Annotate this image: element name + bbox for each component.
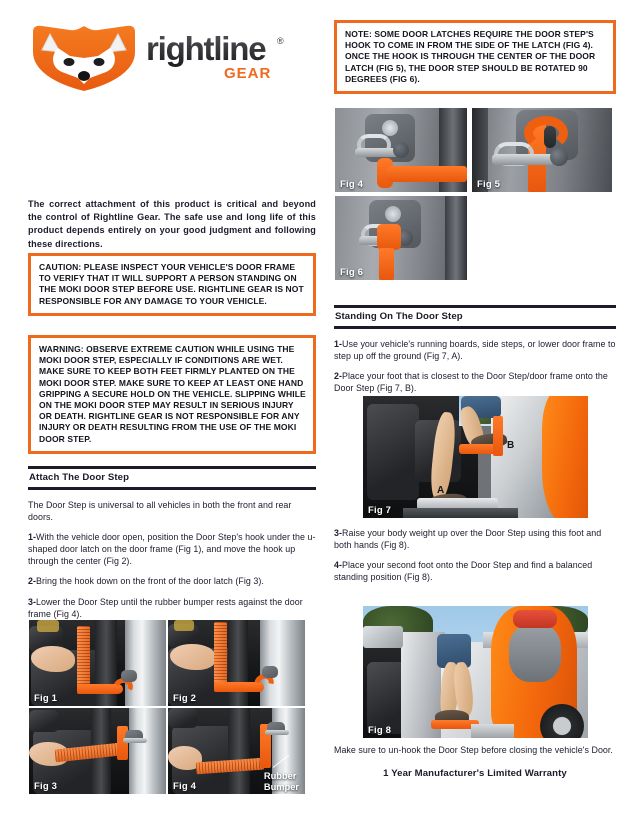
fig-7-label: Fig 7 bbox=[368, 505, 392, 516]
fig-1-label: Fig 1 bbox=[34, 693, 58, 704]
fig-2-label: Fig 2 bbox=[173, 693, 197, 704]
standing-step-1-number: 1- bbox=[334, 339, 342, 349]
fig-4-left-label: Fig 4 bbox=[173, 781, 197, 792]
intro-paragraph: The correct attachment of this product is critical and beyond the control of Rightline Gear. The safe use and long life of this product depends entirely on your good judgment and following these directions. bbox=[28, 199, 316, 249]
fig-8-label: Fig 8 bbox=[368, 725, 392, 736]
fig-7-point-b: B bbox=[507, 440, 515, 451]
photo-fig-5 bbox=[472, 108, 612, 192]
section-header-standing bbox=[334, 305, 616, 329]
attach-step-1 bbox=[28, 531, 316, 567]
svg-text:GEAR: GEAR bbox=[224, 65, 272, 82]
attach-lead-text: The Door Step is universal to all vehicles in both the front and rear doors. bbox=[28, 500, 292, 523]
standing-step-3-text: Raise your body weight up over the Door Step using this foot and both hands (Fig 8). bbox=[334, 528, 602, 551]
photo-fig-4-right bbox=[335, 108, 467, 192]
standing-step-1-text: Use your vehicle's running boards, side steps, or lower door frame to step up off the ground (Fig 7, A). bbox=[334, 339, 616, 362]
photo-fig-6 bbox=[335, 196, 467, 280]
section-title-attach: Attach The Door Step bbox=[29, 472, 130, 483]
attach-step-3 bbox=[28, 596, 316, 620]
standing-steps-continued bbox=[334, 527, 616, 591]
standing-step-2-text: Place your foot that is closest to the Door Step/door frame onto the Door Step (Fig 7, B). bbox=[334, 371, 608, 394]
svg-text:®: ® bbox=[277, 36, 284, 46]
rule-below bbox=[334, 326, 616, 329]
standing-step-4 bbox=[334, 559, 616, 583]
closing-note-block bbox=[334, 744, 616, 779]
attach-the-door-step-section bbox=[28, 466, 316, 628]
caution-box bbox=[28, 253, 316, 316]
fox-head-shield-logo bbox=[28, 22, 288, 94]
standing-on-the-door-step-section bbox=[334, 305, 616, 402]
photo-fig-8 bbox=[363, 606, 588, 738]
attach-step-1-number: 1- bbox=[28, 532, 36, 543]
warranty-line: 1 Year Manufacturer's Limited Warranty bbox=[383, 768, 567, 780]
attach-step-3-text: Lower the Door Step until the rubber bumper rests against the door frame (Fig 4). bbox=[28, 596, 303, 619]
attach-step-2 bbox=[28, 575, 316, 587]
attach-step-2-text: Bring the hook down on the front of the door latch (Fig 3). bbox=[36, 576, 264, 587]
warning-box bbox=[28, 335, 316, 454]
photo-fig-4-left bbox=[168, 708, 305, 794]
fig-5-label: Fig 5 bbox=[477, 179, 501, 190]
photo-fig-2 bbox=[168, 620, 305, 706]
standing-step-4-text: Place your second foot onto the Door Step and find a balanced standing position (Fig 8). bbox=[334, 560, 593, 583]
fig-8-scene bbox=[363, 606, 588, 738]
warning-text: WARNING: OBSERVE EXTREME CAUTION WHILE USING THE MOKI DOOR STEP, ESPECIALLY IF CONDITIONS ARE WET. MAKE SURE TO KEEP BOTH FEET FIRMLY PLANTED ON THE MOKI DOOR STEP. MAKE SURE TO KEEP AT LEAST ONE HAND GRIPPING A SECURE HOLD ON THE VEHICLE. SLIPPING WHILE ON THE MOKI DOOR STEP MAY RESULT IN SERIOUS INJURY OR DEATH. RIGHTLINE GEAR IS NOT RESPONSIBLE FOR ANY INJURY OR DEATH RESULTING FROM THE USE OF THE MOKI DOOR STEP. bbox=[39, 344, 306, 444]
attach-step-3-number: 3- bbox=[28, 596, 36, 607]
fig-7-point-a: A bbox=[437, 485, 445, 496]
unhook-note: Make sure to un-hook the Door Step before closing the vehicle's Door. bbox=[334, 745, 613, 755]
brand-logo bbox=[28, 22, 288, 94]
standing-step-4-number: 4- bbox=[334, 560, 342, 571]
photo-fig-3 bbox=[29, 708, 166, 794]
standing-step-3-number: 3- bbox=[334, 528, 342, 538]
standing-step-2-number: 2- bbox=[334, 371, 342, 382]
fig-6-label: Fig 6 bbox=[340, 267, 364, 278]
fig-7-scene bbox=[363, 396, 588, 518]
fig-3-label: Fig 3 bbox=[34, 781, 58, 792]
photo-fig-7 bbox=[363, 396, 588, 518]
photo-fig-1 bbox=[29, 620, 166, 706]
note-box bbox=[334, 20, 616, 94]
section-header-attach bbox=[28, 466, 316, 490]
fig-4-right-label: Fig 4 bbox=[340, 179, 364, 190]
svg-text:rightline: rightline bbox=[146, 30, 266, 67]
section-title-standing: Standing On The Door Step bbox=[335, 311, 463, 322]
note-text: NOTE: SOME DOOR LATCHES REQUIRE THE DOOR STEP'S HOOK TO COME IN FROM THE SIDE OF THE LATCH (FIG 4). ONCE THE HOOK IS THROUGH THE CENTER OF THE DOOR LATCH (FIG 5), THE DOOR STEP SHOULD BE ROTATED 90 DEGREES (FIG 6). bbox=[345, 29, 596, 84]
attach-step-1-text: With the vehicle door open, position the Door Step's hook under the u-shaped door latch on the door frame (Fig 1), and move the hook up through the center (Fig 2). bbox=[28, 532, 316, 567]
caution-text: CAUTION: PLEASE INSPECT YOUR VEHICLE'S DOOR FRAME TO VERIFY THAT IT WILL SUPPORT A PERSON STANDING ON THE MOKI DOOR STEP BEFORE USE. RIGHTLINE GEAR IS NOT RESPONSIBLE FOR ANY DAMAGE TO YOUR VEHICLE. bbox=[39, 262, 304, 306]
rule-below bbox=[28, 487, 316, 490]
standing-step-2 bbox=[334, 370, 616, 394]
attach-step-2-number: 2- bbox=[28, 576, 36, 587]
rubber-bumper-annotation: Rubber Bumper bbox=[263, 771, 299, 792]
standing-step-3 bbox=[334, 527, 616, 551]
standing-step-1 bbox=[334, 338, 616, 362]
